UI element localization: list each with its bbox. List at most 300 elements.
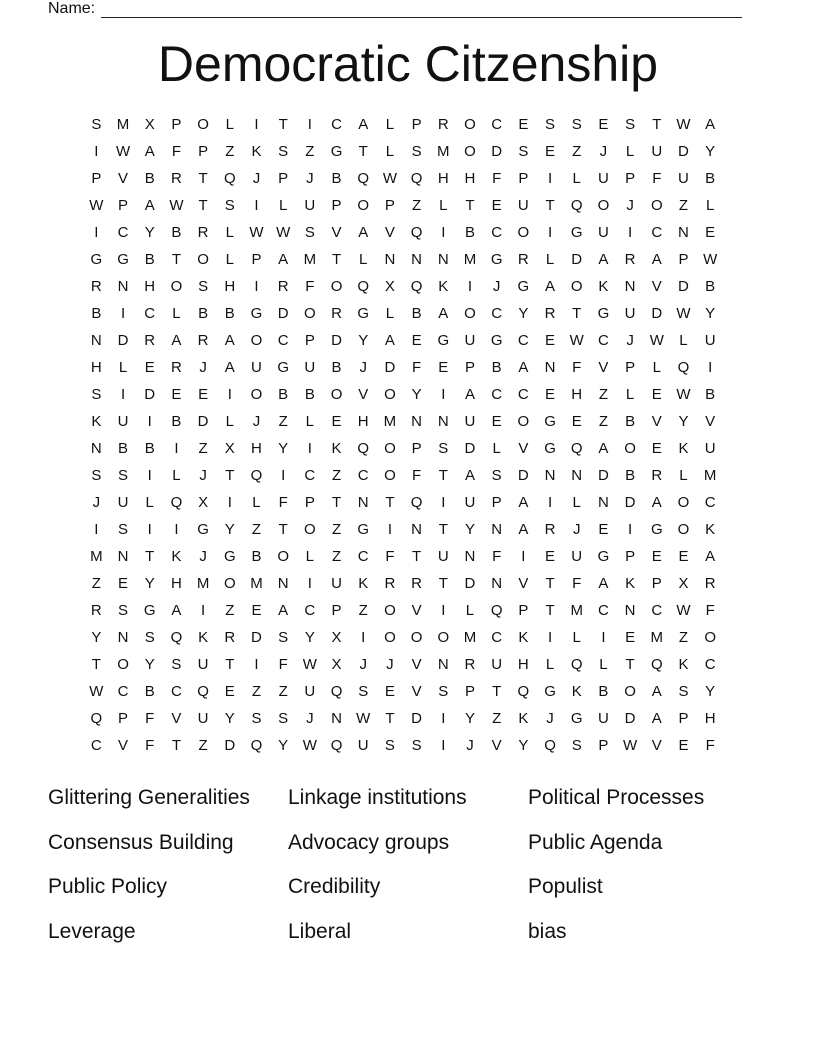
grid-letter: H <box>704 710 716 727</box>
grid-letter: O <box>304 521 316 538</box>
grid-letter: A <box>651 710 662 727</box>
grid-letter: I <box>227 494 232 511</box>
grid-letter: I <box>547 494 553 511</box>
grid-letter: M <box>650 629 664 646</box>
grid-letter: L <box>545 251 555 268</box>
grid-letter: O <box>197 251 209 268</box>
grid-letter: Q <box>197 683 209 700</box>
grid-letter: T <box>465 197 475 214</box>
grid-letter: H <box>464 170 476 187</box>
grid-letter: W <box>676 386 691 403</box>
grid-letter: B <box>118 440 129 457</box>
grid-letter: A <box>518 494 529 511</box>
grid-letter: M <box>437 143 450 160</box>
grid-letter: A <box>144 197 155 214</box>
grid-letter: Z <box>278 413 288 430</box>
grid-letter: U <box>571 548 583 565</box>
grid-letter: T <box>385 710 395 727</box>
grid-letter: L <box>252 494 261 511</box>
grid-letter: I <box>387 521 392 538</box>
grid-letter: F <box>572 359 582 376</box>
grid-letter: R <box>277 278 289 295</box>
grid-letter: M <box>196 575 210 592</box>
grid-letter: K <box>518 629 529 646</box>
grid-letter: N <box>411 521 423 538</box>
grid-letter: O <box>330 386 343 403</box>
grid-row <box>83 138 724 165</box>
grid-letter: C <box>517 332 529 349</box>
grid-letter: O <box>384 467 396 484</box>
grid-letter: Q <box>570 656 583 673</box>
grid-letter: A <box>598 251 609 268</box>
grid-letter: E <box>598 521 609 538</box>
grid-letter: L <box>679 332 688 349</box>
grid-row <box>83 624 724 651</box>
grid-letter: R <box>517 251 529 268</box>
grid-letter: Z <box>278 683 288 700</box>
grid-letter: V <box>411 602 422 619</box>
grid-letter: S <box>171 656 182 673</box>
grid-row <box>83 543 724 570</box>
grid-letter: W <box>356 710 371 727</box>
grid-letter: E <box>251 602 262 619</box>
grid-letter: U <box>491 656 503 673</box>
grid-letter: X <box>384 278 395 295</box>
grid-letter: K <box>705 521 716 538</box>
grid-letter: U <box>597 224 609 241</box>
grid-letter: J <box>359 656 367 673</box>
grid-letter: N <box>491 575 503 592</box>
grid-letter: B <box>411 305 422 322</box>
grid-letter: U <box>651 143 663 160</box>
grid-letter: L <box>705 197 715 214</box>
grid-letter: Q <box>223 170 236 187</box>
grid-letter: C <box>304 602 316 619</box>
grid-letter: E <box>518 116 529 133</box>
grid-letter: O <box>250 332 263 349</box>
grid-letter: L <box>225 251 234 268</box>
grid-letter: B <box>304 386 315 403</box>
grid-letter: N <box>491 521 503 538</box>
grid-letter: J <box>492 278 501 295</box>
grid-row <box>83 327 724 354</box>
grid-letter: B <box>331 359 342 376</box>
grid-letter: S <box>384 737 395 754</box>
grid-letter: P <box>331 197 342 214</box>
grid-letter: O <box>223 575 236 592</box>
grid-letter: O <box>170 278 183 295</box>
grid-letter: Q <box>250 737 263 754</box>
word-list-item: Consensus Building <box>48 830 234 854</box>
grid-letter: N <box>544 467 556 484</box>
grid-letter: X <box>331 629 342 646</box>
grid-letter: C <box>704 656 716 673</box>
grid-letter: G <box>437 332 450 349</box>
word-list-item: Public Policy <box>48 875 168 898</box>
grid-letter: W <box>169 197 184 214</box>
grid-letter: W <box>302 737 317 754</box>
grid-letter: B <box>705 278 716 295</box>
grid-letter: J <box>306 710 314 727</box>
grid-letter: X <box>144 116 155 133</box>
grid-letter: N <box>117 278 129 295</box>
grid-letter: B <box>198 305 209 322</box>
grid-letter: K <box>331 440 342 457</box>
grid-letter: J <box>572 521 581 538</box>
grid-letter: S <box>118 467 129 484</box>
grid-letter: G <box>650 521 663 538</box>
grid-letter: E <box>625 629 636 646</box>
grid-letter: L <box>118 359 128 376</box>
grid-letter: N <box>571 467 583 484</box>
grid-letter: I <box>547 629 553 646</box>
grid-letter: W <box>676 305 691 322</box>
grid-letter: U <box>304 197 316 214</box>
grid-letter: N <box>678 224 689 241</box>
grid-letter: K <box>251 143 262 160</box>
grid-letter: T <box>625 656 635 673</box>
word-list-item: Linkage institutions <box>288 786 467 809</box>
grid-letter: S <box>411 737 422 754</box>
grid-letter: O <box>704 629 716 646</box>
grid-letter: E <box>545 332 556 349</box>
grid-letter: N <box>331 710 342 727</box>
grid-letter: H <box>90 359 102 376</box>
grid-letter: W <box>676 602 691 619</box>
grid-letter: R <box>384 575 396 592</box>
grid-letter: G <box>544 413 556 430</box>
grid-letter: G <box>250 305 263 322</box>
grid-letter: P <box>625 548 636 565</box>
grid-letter: V <box>384 224 395 241</box>
grid-letter: P <box>678 251 689 268</box>
grid-letter: C <box>357 548 369 565</box>
grid-letter: S <box>91 386 102 403</box>
grid-letter: B <box>171 224 182 241</box>
grid-letter: G <box>223 548 236 565</box>
grid-letter: H <box>224 278 236 295</box>
grid-letter: Z <box>598 413 608 430</box>
grid-letter: I <box>254 197 259 214</box>
word-list-item: Leverage <box>48 919 136 943</box>
grid-letter: E <box>144 359 155 376</box>
grid-letter: B <box>144 440 155 457</box>
grid-letter: X <box>331 656 342 673</box>
grid-letter: V <box>518 575 529 592</box>
grid-letter: Y <box>705 305 716 322</box>
grid-letter: I <box>254 656 259 673</box>
grid-letter: I <box>441 710 446 727</box>
grid-letter: Q <box>90 710 103 727</box>
grid-letter: D <box>384 359 396 376</box>
grid-letter: V <box>491 737 502 754</box>
grid-letter: M <box>703 467 717 484</box>
grid-letter: E <box>491 413 502 430</box>
grid-letter: M <box>463 251 477 268</box>
grid-letter: P <box>464 359 475 376</box>
grid-letter: Y <box>304 629 315 646</box>
grid-letter: E <box>545 143 556 160</box>
grid-letter: B <box>278 386 289 403</box>
grid-letter: T <box>385 494 395 511</box>
grid-letter: S <box>625 116 636 133</box>
grid-letter: I <box>441 386 446 403</box>
grid-letter: T <box>545 575 555 592</box>
grid-letter: A <box>651 251 662 268</box>
grid-letter: L <box>145 494 154 511</box>
grid-letter: F <box>385 548 395 565</box>
grid-letter: M <box>90 548 103 565</box>
grid-letter: J <box>252 413 261 430</box>
grid-letter: I <box>307 116 312 133</box>
grid-letter: B <box>91 305 102 322</box>
grid-letter: V <box>411 683 422 700</box>
grid-letter: P <box>331 602 342 619</box>
grid-letter: J <box>599 143 608 160</box>
grid-letter: N <box>464 548 476 565</box>
grid-letter: A <box>651 494 662 511</box>
grid-letter: W <box>649 332 664 349</box>
grid-letter: Q <box>410 170 423 187</box>
grid-letter: L <box>572 170 581 187</box>
grid-row <box>83 408 724 435</box>
grid-letter: B <box>598 683 609 700</box>
grid-letter: O <box>384 440 396 457</box>
grid-letter: U <box>464 494 476 511</box>
grid-letter: R <box>704 575 716 592</box>
grid-letter: K <box>678 440 689 457</box>
grid-letter: U <box>624 305 636 322</box>
grid-letter: D <box>491 143 503 160</box>
grid-letter: I <box>201 602 206 619</box>
grid-letter: U <box>357 737 369 754</box>
grid-letter: I <box>708 359 713 376</box>
grid-letter: D <box>678 278 689 295</box>
grid-letter: Z <box>331 467 342 484</box>
grid-letter: S <box>224 197 235 214</box>
grid-letter: N <box>90 332 102 349</box>
grid-letter: O <box>357 197 370 214</box>
grid-letter: G <box>597 305 610 322</box>
grid-letter: H <box>517 656 529 673</box>
grid-letter: J <box>466 737 474 754</box>
grid-letter: W <box>89 683 104 700</box>
grid-letter: P <box>625 359 636 376</box>
grid-row <box>83 246 724 273</box>
grid-letter: S <box>438 440 449 457</box>
word-list-item: bias <box>528 919 567 943</box>
grid-letter: S <box>198 278 209 295</box>
grid-letter: C <box>331 116 342 133</box>
grid-letter: S <box>678 683 689 700</box>
grid-letter: A <box>384 332 395 349</box>
grid-row <box>83 732 724 759</box>
grid-letter: L <box>465 602 475 619</box>
grid-letter: U <box>464 332 476 349</box>
grid-letter: P <box>384 197 395 214</box>
grid-letter: L <box>625 143 635 160</box>
grid-row <box>83 165 724 192</box>
grid-letter: Y <box>678 413 689 430</box>
grid-letter: P <box>464 683 475 700</box>
grid-letter: Y <box>705 143 716 160</box>
grid-letter: R <box>170 359 182 376</box>
grid-letter: K <box>598 278 609 295</box>
grid-letter: D <box>411 710 423 727</box>
grid-letter: N <box>624 602 636 619</box>
grid-letter: B <box>464 224 475 241</box>
grid-letter: F <box>492 548 502 565</box>
grid-letter: D <box>224 737 236 754</box>
grid-letter: D <box>651 305 663 322</box>
grid-letter: V <box>651 413 662 430</box>
grid-letter: F <box>572 575 582 592</box>
grid-letter: S <box>518 143 529 160</box>
grid-letter: U <box>517 197 529 214</box>
grid-letter: E <box>331 413 342 430</box>
grid-letter: A <box>224 359 235 376</box>
grid-letter: X <box>198 494 209 511</box>
grid-letter: C <box>517 386 529 403</box>
grid-letter: L <box>225 116 234 133</box>
word-list-item: Credibility <box>288 875 381 898</box>
grid-letter: A <box>651 683 662 700</box>
grid-letter: I <box>601 629 606 646</box>
grid-letter: F <box>171 143 181 160</box>
grid-letter: N <box>384 251 396 268</box>
grid-letter: B <box>144 683 155 700</box>
grid-letter: Y <box>358 332 369 349</box>
grid-letter: U <box>597 710 609 727</box>
grid-letter: Q <box>410 224 423 241</box>
grid-letter: O <box>384 629 396 646</box>
grid-letter: T <box>545 197 555 214</box>
grid-letter: U <box>678 170 689 187</box>
grid-letter: V <box>705 413 716 430</box>
grid-letter: L <box>439 197 448 214</box>
grid-letter: W <box>249 224 264 241</box>
grid-letter: U <box>197 710 209 727</box>
grid-letter: A <box>518 521 529 538</box>
grid-letter: S <box>304 224 315 241</box>
grid-letter: L <box>172 305 181 322</box>
grid-letter: S <box>278 143 289 160</box>
grid-letter: U <box>304 683 316 700</box>
grid-letter: W <box>569 332 584 349</box>
grid-letter: O <box>117 656 129 673</box>
grid-letter: D <box>624 710 636 727</box>
grid-letter: A <box>464 386 475 403</box>
grid-letter: V <box>331 224 342 241</box>
grid-letter: T <box>438 467 448 484</box>
grid-letter: Y <box>144 224 155 241</box>
grid-letter: O <box>464 116 476 133</box>
grid-letter: M <box>303 251 317 268</box>
grid-letter: S <box>278 629 289 646</box>
grid-letter: E <box>571 413 582 430</box>
grid-letter: Q <box>650 656 663 673</box>
grid-letter: J <box>306 170 314 187</box>
grid-letter: N <box>411 251 423 268</box>
grid-letter: E <box>545 386 556 403</box>
grid-row <box>83 516 724 543</box>
grid-letter: I <box>441 602 446 619</box>
grid-letter: D <box>517 467 529 484</box>
page-title: Democratic Citzenship <box>157 36 659 92</box>
grid-letter: J <box>199 548 207 565</box>
grid-letter: Z <box>305 143 315 160</box>
grid-letter: I <box>628 224 633 241</box>
grid-letter: G <box>197 521 209 538</box>
grid-letter: T <box>572 305 582 322</box>
grid-letter: O <box>517 413 530 430</box>
grid-letter: R <box>331 305 342 322</box>
grid-letter: L <box>305 413 315 430</box>
grid-letter: S <box>571 116 582 133</box>
grid-letter: Y <box>144 656 155 673</box>
grid-row <box>83 381 724 408</box>
grid-letter: P <box>518 170 529 187</box>
grid-letter: T <box>545 602 555 619</box>
grid-letter: Z <box>598 386 608 403</box>
grid-letter: G <box>597 548 610 565</box>
grid-letter: Z <box>331 548 342 565</box>
grid-letter: L <box>305 548 315 565</box>
grid-letter: J <box>626 197 634 214</box>
grid-letter: Q <box>357 440 370 457</box>
grid-letter: I <box>441 494 446 511</box>
grid-letter: Y <box>518 737 529 754</box>
grid-letter: Q <box>490 602 503 619</box>
grid-letter: Y <box>705 683 716 700</box>
grid-row <box>83 651 724 678</box>
grid-letter: E <box>651 440 662 457</box>
word-list-item: Public Agenda <box>528 830 663 854</box>
grid-letter: F <box>652 170 662 187</box>
grid-letter: Z <box>678 629 689 646</box>
grid-letter: Z <box>225 143 235 160</box>
grid-letter: J <box>546 710 554 727</box>
grid-letter: M <box>463 629 477 646</box>
grid-letter: Q <box>170 494 183 511</box>
grid-letter: R <box>144 332 156 349</box>
grid-letter: O <box>597 197 610 214</box>
grid-letter: L <box>545 656 555 673</box>
grid-letter: I <box>467 278 473 295</box>
name-line <box>48 0 742 18</box>
grid-letter: Y <box>411 386 422 403</box>
grid-letter: M <box>250 575 263 592</box>
grid-letter: S <box>91 116 102 133</box>
grid-letter: L <box>225 224 234 241</box>
grid-letter: E <box>651 548 662 565</box>
grid-letter: R <box>197 224 209 241</box>
grid-letter: F <box>705 737 715 754</box>
grid-letter: Z <box>198 737 208 754</box>
grid-letter: C <box>304 467 316 484</box>
grid-letter: S <box>251 710 262 727</box>
grid-letter: L <box>599 656 608 673</box>
grid-letter: G <box>490 251 503 268</box>
grid-letter: O <box>277 548 289 565</box>
grid-letter: T <box>412 548 422 565</box>
grid-letter: Y <box>91 629 102 646</box>
grid-letter: M <box>383 413 397 430</box>
grid-letter: O <box>624 683 636 700</box>
grid-letter: I <box>281 467 286 484</box>
grid-letter: P <box>118 197 129 214</box>
grid-letter: B <box>171 413 182 430</box>
